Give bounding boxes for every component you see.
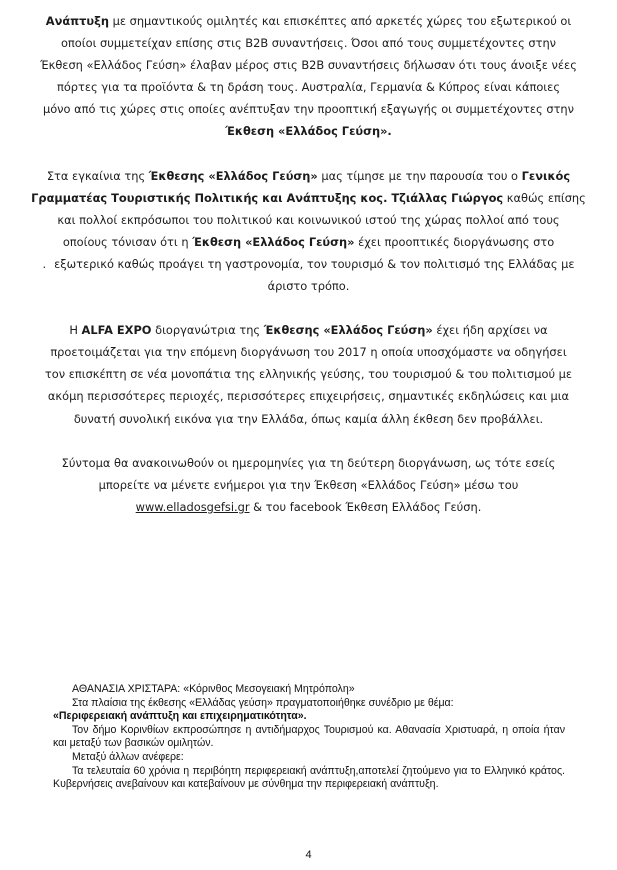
text-fragment: οποίους τόνισαν ότι η — [62, 234, 193, 249]
text-line: πόρτες για τα προϊόντα & τη δράση τους. Αυστραλία, Γερμανία & Κύπρος είναι κάποιες — [56, 80, 561, 95]
bold-term: Έκθεση «Ελλάδος Γεύση» — [192, 234, 355, 249]
text-line — [12, 165, 605, 187]
text-fragment: έχει ήδη αρχίσει να — [432, 323, 548, 338]
paragraph-opening — [12, 165, 605, 298]
text-line: οποίοι συμμετείχαν επίσης στις B2B συναντήσεις. Όσοι από τους συμμετέχοντες στην — [60, 36, 557, 51]
text-fragment: διοργανώτρια της — [151, 323, 264, 338]
text-line: τον επισκέπτη σε νέα μονοπάτια της ελληνικής γεύσης, του τουρισμού & του πολιτισμού με — [44, 367, 573, 382]
text-fragment: Στα εγκαίνια της — [46, 168, 149, 183]
text-line — [12, 253, 605, 275]
article-section — [53, 683, 565, 792]
bold-term: Έκθεσης «Ελλάδος Γεύση» — [148, 168, 318, 183]
article-paragraph — [53, 710, 565, 724]
paragraph-announcement — [12, 452, 605, 518]
text-line — [12, 319, 605, 341]
text-line — [12, 231, 605, 253]
conference-topic: «Περιφερειακή ανάπτυξη και επιχειρηματικότητα». — [53, 710, 307, 723]
text-fragment: με σημαντικούς ομιλητές και επισκέπτες από αρκετές χώρες του εξωτερικού οι — [108, 14, 572, 28]
text-line: μόνο από τις χώρες στις οποίες ανέπτυξαν την προοπτική εξαγωγής οι συμμετέχοντες στην — [42, 102, 575, 117]
article-paragraph: Τα τελευταία 60 χρόνια η περιβόητη περιφερειακή ανάπτυξη,αποτελεί ζητούμενο για το Ελληνικό κράτος. Κυβερνήσεις ανεβαίνουν και κατεβαίνουν με σύνθημα την περιφερειακή ανάπτυξη. — [53, 764, 565, 791]
text-line: προετοιμάζεται για την επόμενη διοργάνωση του 2017 η οποία υποσχόμαστε να οδηγήσει — [50, 345, 567, 360]
text-line: Έκθεση «Ελλάδος Γεύση» έλαβαν μέρος στις B2B συναντήσεις δήλωσαν ότι τους άνοιξε νέες — [40, 58, 577, 73]
bold-term: Έκθεσης «Ελλάδος Γεύση» — [263, 323, 433, 338]
bold-term: Γραμματέας Τουριστικής Πολιτικής και Ανάπτυξης κος. Τζιάλλας Γιώργος — [31, 190, 504, 205]
page-number: 4 — [305, 849, 312, 861]
text-line — [12, 10, 605, 32]
text-line: και πολλοί εκπρόσωποι του πολιτικού και κοινωνικού ιστού της χώρας πολλοί από τους — [57, 212, 560, 227]
text-line: μπορείτε να μένετε ενήμεροι για την Έκθεση «Ελλάδος Γεύση» μέσω του — [98, 477, 519, 492]
text-fragment: Η — [69, 323, 82, 338]
article-paragraph: Τον δήμο Κορινθίων εκπροσώπησε η αντιδήμαρχος Τουρισμού κα. Αθανασία Χριστυαρά, η οποία ήταν και μεταξύ των βασικών ομιλητών. — [53, 723, 565, 750]
bold-term: Έκθεση «Ελλάδος Γεύση». — [225, 124, 392, 139]
bold-term: Ανάπτυξη — [45, 14, 109, 28]
paragraph-development — [12, 10, 605, 143]
text-fragment: έχει προοπτικές διοργάνωσης στο — [354, 234, 555, 249]
bold-term: Γενικός — [521, 168, 571, 183]
text-line: άριστο τρόπο. — [267, 279, 350, 294]
paragraph-alfa-expo — [12, 319, 605, 429]
scanned-press-release — [0, 10, 617, 518]
text-line — [12, 120, 605, 142]
text-line: ακόμη περισσότερες περιοχές, περισσότερες επιχειρήσεις, σημαντικές εκδηλώσεις και μια — [47, 389, 570, 404]
text-fragment: & του facebook Έκθεση Ελλάδος Γεύση. — [249, 499, 482, 514]
article-paragraph: Στα πλαίσια της έκθεσης «Ελλάδας γεύση» πραγματοποιήθηκε συνέδριο με θέμα: — [72, 696, 454, 709]
text-fragment: μας τίμησε με την παρουσία του ο — [317, 168, 522, 183]
text-line: Σύντομα θα ανακοινωθούν οι ημερομηνίες για τη δεύτερη διοργάνωση, ως τότε εσείς — [61, 455, 556, 470]
bold-term: ALFA EXPO — [81, 323, 152, 338]
website-link[interactable]: www.elladosgefsi.gr — [135, 499, 250, 514]
text-line — [12, 187, 605, 209]
stray-dot: . — [42, 256, 47, 271]
text-line — [12, 496, 605, 518]
article-header: ΑΘΑΝΑΣΙΑ ΧΡΙΣΤΑΡΑ: «Κόρινθος Μεσογειακή Μητρόπολη» — [72, 683, 355, 695]
text-fragment: εξωτερικό καθώς προάγει τη γαστρονομία, τον τουρισμό & τον πολιτισμό της Ελλάδας με — [54, 256, 575, 271]
text-line: δυνατή συνολική εικόνα για την Ελλάδα, όπως καμία άλλη έκθεση δεν προβάλλει. — [73, 411, 544, 426]
article-paragraph: Μεταξύ άλλων ανέφερε: — [72, 750, 184, 763]
text-fragment: καθώς επίσης — [503, 190, 586, 205]
